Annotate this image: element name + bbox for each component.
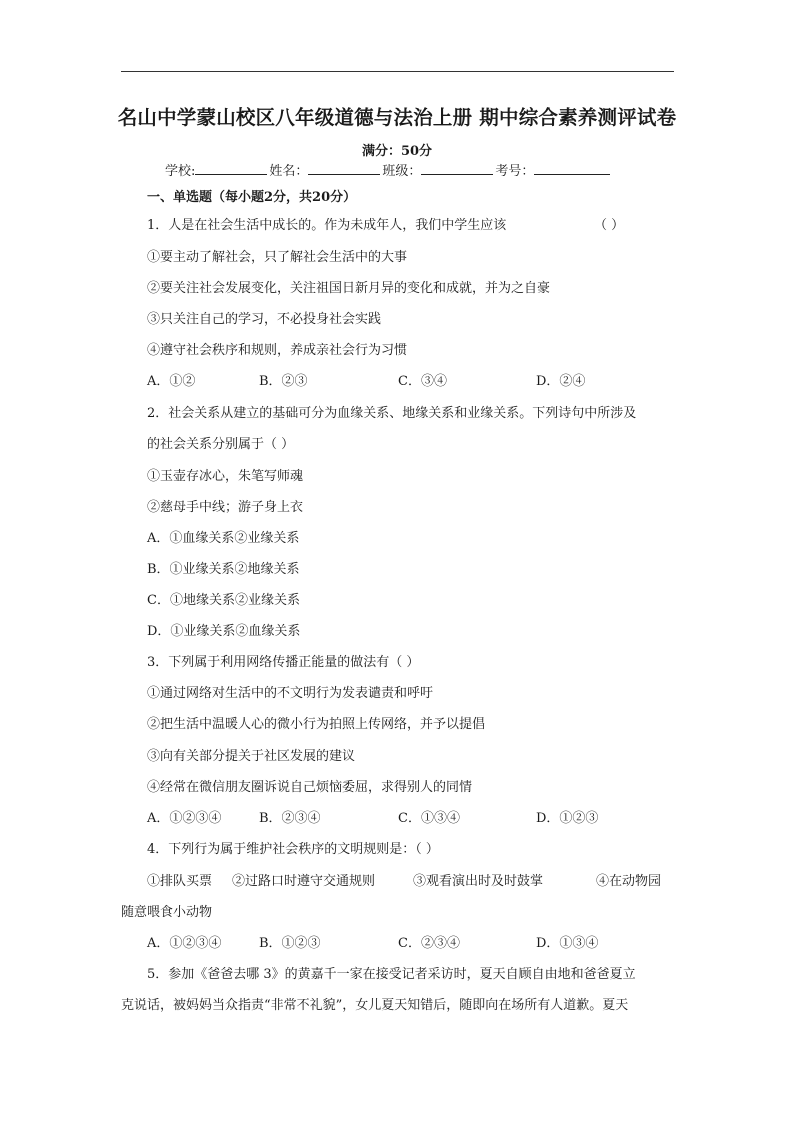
- q2-option-d: D．①业缘关系②血缘关系: [147, 624, 301, 639]
- q1-stem: 1．人是在社会生活中成长的。作为未成年人，我们中学生应该: [147, 218, 507, 233]
- q2-stem-line-2: 的社会关系分别属于（ ）: [147, 437, 295, 452]
- q4-item-1: ①排队买票: [147, 874, 213, 889]
- q4-item-3: ③观看演出时及时鼓掌: [413, 874, 544, 889]
- q1-item-2: ②要关注社会发展变化，关注祖国日新月异的变化和成就，并为之自豪: [147, 281, 551, 296]
- q4-option-c: C．②③④: [398, 936, 460, 951]
- q4-item-2: ②过路口时遵守交通规则: [232, 874, 376, 889]
- school-label: 学校:: [165, 164, 196, 179]
- q3-item-1: ①通过网络对生活中的不文明行为发表谴责和呼吁: [147, 686, 434, 701]
- q2-item-2: ②慈母手中线；游子身上衣: [147, 500, 304, 515]
- q2-option-c: C．①地缘关系②业缘关系: [147, 593, 300, 608]
- class-blank[interactable]: [421, 162, 493, 175]
- student-info-line: [165, 160, 612, 179]
- full-score: 满分：50分: [361, 144, 433, 159]
- q4-option-b: B．①②③: [259, 936, 321, 951]
- q2-stem-line-1: 2．社会关系从建立的基础可分为血缘关系、地缘关系和业缘关系。下列诗句中所涉及: [147, 406, 637, 421]
- q4-item-4: ④在动物园: [596, 874, 662, 889]
- class-label: 班级：: [382, 164, 422, 179]
- school-blank[interactable]: [195, 162, 267, 175]
- number-blank[interactable]: [534, 162, 610, 175]
- q4-stem: 4．下列行为属于维护社会秩序的文明规则是：（ ）: [147, 842, 439, 857]
- q1-item-3: ③只关注自己的学习，不必投身社会实践: [147, 312, 382, 327]
- q3-item-2: ②把生活中温暖人心的微小行为拍照上传网络，并予以提倡: [147, 717, 486, 732]
- q3-option-c: C．①③④: [398, 811, 460, 826]
- q3-option-b: B．②③④: [259, 811, 321, 826]
- q1-option-d: D．②④: [536, 374, 586, 389]
- section-heading-single-choice: 一、单选题（每小题2分，共20分）: [147, 190, 357, 205]
- q5-stem-line-1: 5．参加《爸爸去哪 3》的黄嘉千一家在接受记者采访时，夏天自顾自由地和爸爸夏立: [147, 967, 636, 982]
- q1-option-b: B．②③: [259, 374, 308, 389]
- q1-answer-paren: （ ）: [594, 218, 625, 233]
- q2-option-a: A．①血缘关系②业缘关系: [147, 531, 300, 546]
- exam-title: 名山中学蒙山校区八年级道德与法治上册 期中综合素养测评试卷: [117, 106, 677, 129]
- number-label: 考号：: [495, 164, 535, 179]
- name-blank[interactable]: [308, 162, 380, 175]
- q3-item-3: ③向有关部分提关于社区发展的建议: [147, 749, 356, 764]
- q1-option-c: C．③④: [398, 374, 447, 389]
- header-rule: [121, 71, 674, 72]
- q2-option-b: B．①业缘关系②地缘关系: [147, 562, 300, 577]
- q4-option-a: A．①②③④: [147, 936, 222, 951]
- q3-stem: 3．下列属于利用网络传播正能量的做法有（ ）: [147, 655, 420, 670]
- q5-stem-line-2: 克说话，被妈妈当众指责“非常不礼貌”，女儿夏天知错后，随即向在场所有人道歉。夏天: [121, 998, 629, 1013]
- q4-item-4-continued: 随意喂食小动物: [121, 905, 213, 920]
- name-label: 姓名：: [269, 164, 309, 179]
- q2-item-1: ①玉壶存冰心，朱笔写师魂: [147, 469, 304, 484]
- q1-item-1: ①要主动了解社会，只了解社会生活中的大事: [147, 250, 408, 265]
- q3-option-d: D．①②③: [536, 811, 599, 826]
- q3-item-4: ④经常在微信朋友圈诉说自己烦恼委屈，求得别人的同情: [147, 780, 473, 795]
- q1-option-a: A．①②: [147, 374, 196, 389]
- q3-option-a: A．①②③④: [147, 811, 222, 826]
- q4-option-d: D．①③④: [536, 936, 599, 951]
- q1-item-4: ④遵守社会秩序和规则，养成亲社会行为习惯: [147, 343, 408, 358]
